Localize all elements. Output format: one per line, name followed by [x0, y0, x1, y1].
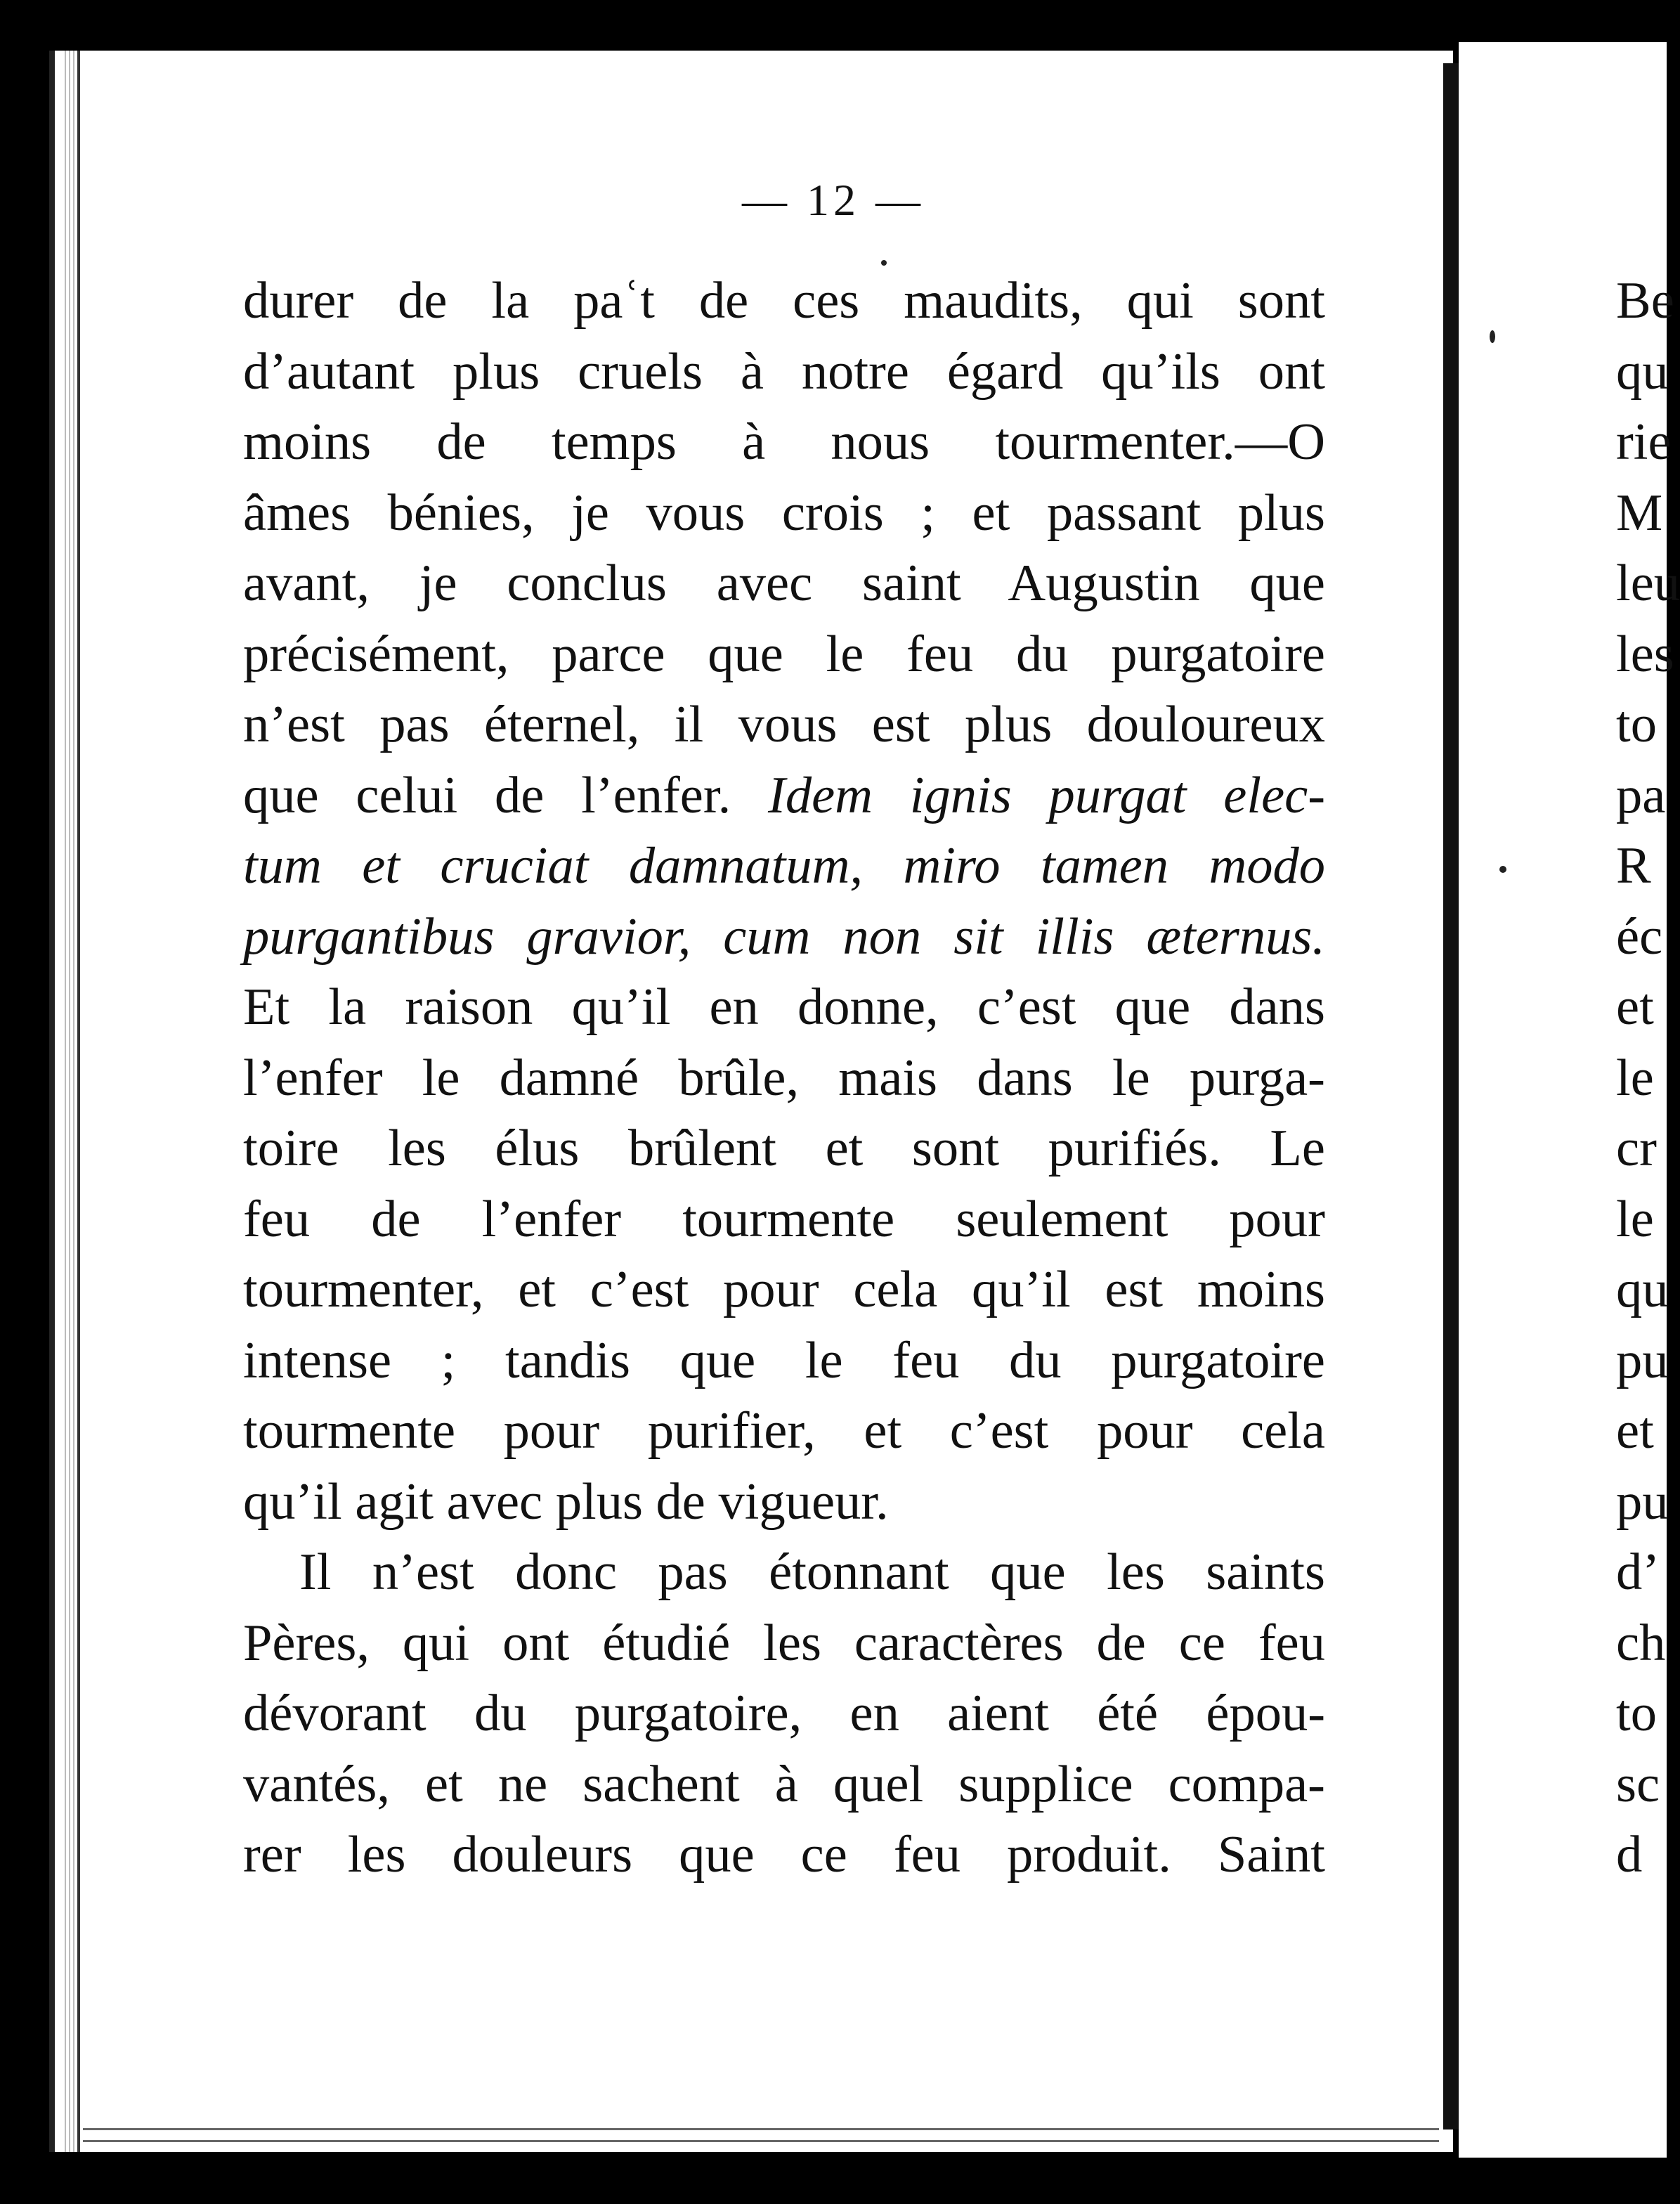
right-page-fragment: éc: [1616, 907, 1663, 966]
text-line: vantés, et ne sachent à quel supplice compa-: [243, 1755, 1325, 1813]
ink-speck: [881, 260, 887, 266]
right-page-fragment: R: [1616, 837, 1651, 895]
right-page-fragment: d’: [1616, 1543, 1660, 1601]
right-page-fragment: pu: [1616, 1331, 1669, 1389]
right-page-fragment: leu: [1616, 555, 1680, 612]
right-page-fragment: le: [1616, 1049, 1654, 1107]
latin-quote-part: Idem ignis purgat elec-: [768, 766, 1326, 824]
text-line: avant, je conclus avec saint Augustin que: [243, 555, 1325, 612]
ink-speck: [1490, 330, 1495, 343]
text-line: feu de l’enfer tourmente seulement pour: [243, 1190, 1325, 1248]
text-line: âmes bénies, je vous crois ; et passant plus: [243, 484, 1325, 542]
text-plain-part: que celui de l’enfer.: [243, 766, 731, 824]
page-number: — 12 —: [742, 175, 925, 225]
right-page-fragment: le: [1616, 1190, 1654, 1248]
latin-quote-text: tum et cruciat damnatum, miro tamen modo: [243, 837, 1325, 895]
right-page-fragment: to: [1616, 696, 1657, 753]
latin-quote-line: [243, 831, 1325, 902]
text-line: tourmenter, et c’est pour cela qu’il est moins: [243, 1261, 1325, 1318]
text-line: Et la raison qu’il en donne, c’est que dans: [243, 978, 1325, 1036]
text-line: précisément, parce que le feu du purgatoire: [243, 625, 1325, 683]
page-bottom-edge: [83, 2128, 1439, 2142]
latin-quote-text: purgantibus gravior, cum non sit illis æternus.: [243, 907, 1325, 966]
ink-speck: [1499, 866, 1506, 873]
right-page-fragment: les: [1616, 625, 1674, 683]
text-line: dévorant du purgatoire, en aient été épou-: [243, 1685, 1325, 1742]
text-line: d’autant plus cruels à notre égard qu’ils ont: [243, 342, 1325, 401]
text-line: l’enfer le damné brûle, mais dans le purga-: [243, 1049, 1325, 1107]
right-page-fragment: Be: [1616, 272, 1674, 330]
text-line: n’est pas éternel, il vous est plus douloureux: [243, 696, 1325, 753]
right-page-fragment: et: [1616, 978, 1654, 1036]
right-page-fragment: pu: [1616, 1472, 1669, 1531]
right-page-fragment: et: [1616, 1402, 1654, 1460]
paragraph-start-line: Il n’est donc pas étonnant que les saints: [299, 1543, 1325, 1601]
page-stack-edge: [62, 51, 80, 2152]
right-page-fragment: ch: [1616, 1614, 1666, 1672]
body-text: [243, 266, 1325, 1891]
text-line: rer les douleurs que ce feu produit. Saint: [243, 1826, 1325, 1884]
text-line: durer de la paʿt de ces maudits, qui sont: [243, 272, 1325, 330]
text-line: tourmente pour purifier, et c’est pour cela: [243, 1402, 1325, 1460]
right-page-fragment: d: [1616, 1826, 1643, 1884]
latin-quote-line: [243, 902, 1325, 973]
right-page-fragment: pa: [1616, 766, 1666, 824]
right-page-fragment: cr: [1616, 1120, 1657, 1177]
text-line: Pères, qui ont étudié les caractères de ce feu: [243, 1614, 1325, 1672]
paragraph-end-line: qu’il agit avec plus de vigueur.: [243, 1472, 889, 1531]
text-line: toire les élus brûlent et sont purifiés. Le: [243, 1120, 1325, 1177]
right-page-fragment: rie: [1616, 413, 1672, 471]
text-line-mixed: [243, 760, 1325, 831]
right-page-text-fragments: [1616, 266, 1680, 1891]
right-page-fragment: qu: [1616, 1261, 1669, 1318]
text-line: intense ; tandis que le feu du purgatoire: [243, 1331, 1325, 1389]
right-page-fragment: M: [1616, 484, 1663, 542]
text-line: moins de temps à nous tourmenter.—O: [243, 413, 1325, 471]
right-page-fragment: sc: [1616, 1755, 1660, 1813]
right-page-fragment: to: [1616, 1685, 1657, 1742]
right-page-fragment: qu: [1616, 342, 1669, 401]
book-gutter: [1443, 63, 1459, 2130]
